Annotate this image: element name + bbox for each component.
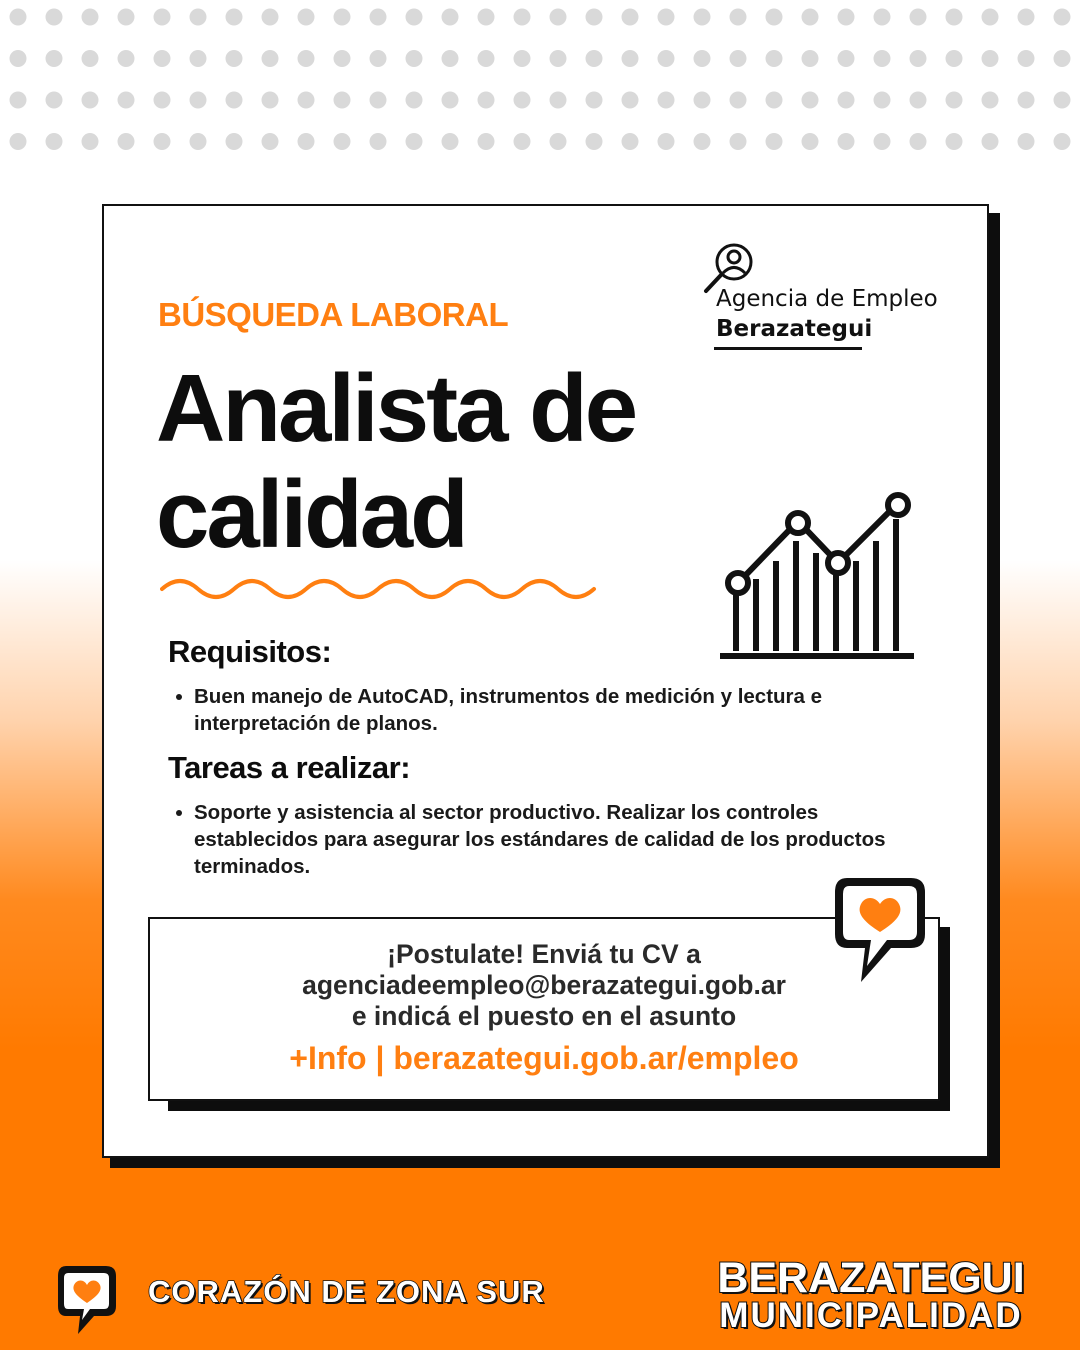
pattern-dot bbox=[370, 9, 387, 26]
rising-bar-chart-icon bbox=[716, 491, 916, 661]
footer-slogan: CORAZÓN DE ZONA SUR bbox=[148, 1274, 545, 1309]
pattern-dot bbox=[406, 133, 423, 150]
apply-subject-note: e indicá el puesto en el asunto bbox=[351, 1001, 737, 1031]
pattern-dot bbox=[802, 50, 819, 67]
apply-instruction: ¡Postulate! Enviá tu CV a bbox=[387, 939, 701, 969]
agency-name: Agencia de Empleo bbox=[716, 286, 938, 312]
pattern-dot bbox=[838, 50, 855, 67]
pattern-dot bbox=[586, 50, 603, 67]
pattern-dot bbox=[1018, 133, 1035, 150]
footer-heart-icon bbox=[56, 1264, 118, 1336]
pattern-dot bbox=[334, 9, 351, 26]
pattern-dot bbox=[946, 92, 963, 109]
pattern-dot bbox=[46, 133, 63, 150]
apply-email[interactable]: agenciadeempleo@berazategui.gob.ar bbox=[302, 970, 786, 1000]
pattern-dot bbox=[82, 133, 99, 150]
pattern-dot bbox=[262, 50, 279, 67]
pattern-dot bbox=[46, 50, 63, 67]
pattern-dot bbox=[910, 50, 927, 67]
pattern-dot bbox=[1018, 50, 1035, 67]
pattern-dot bbox=[226, 92, 243, 109]
pattern-dot bbox=[946, 50, 963, 67]
pattern-dot bbox=[118, 133, 135, 150]
pattern-dot bbox=[694, 9, 711, 26]
pattern-dot bbox=[118, 92, 135, 109]
pattern-dot bbox=[118, 9, 135, 26]
eyebrow-label: BÚSQUEDA LABORAL bbox=[158, 296, 509, 333]
pattern-dot bbox=[874, 92, 891, 109]
pattern-dot bbox=[442, 133, 459, 150]
pattern-dot bbox=[982, 50, 999, 67]
pattern-dot bbox=[406, 9, 423, 26]
pattern-dot bbox=[262, 92, 279, 109]
pattern-dot bbox=[334, 50, 351, 67]
requirements-heading: Requisitos: bbox=[168, 634, 332, 669]
pattern-dot bbox=[406, 50, 423, 67]
pattern-dot bbox=[226, 133, 243, 150]
pattern-dot bbox=[550, 92, 567, 109]
pattern-dot bbox=[550, 50, 567, 67]
requirement-item: Buen manejo de AutoCAD, instrumentos de medición y lectura e interpretación de planos. bbox=[194, 683, 894, 737]
pattern-dot bbox=[190, 50, 207, 67]
pattern-dot bbox=[226, 9, 243, 26]
pattern-dot bbox=[730, 133, 747, 150]
pattern-dot bbox=[370, 50, 387, 67]
pattern-dot bbox=[730, 92, 747, 109]
pattern-dot bbox=[1054, 133, 1071, 150]
heart-speech-bubble-icon bbox=[831, 874, 931, 986]
pattern-dot bbox=[586, 133, 603, 150]
job-title-line1: Analista de bbox=[156, 355, 636, 462]
job-title-line2: calidad bbox=[156, 461, 466, 568]
pattern-dot bbox=[874, 133, 891, 150]
pattern-dot bbox=[334, 133, 351, 150]
pattern-dot bbox=[550, 9, 567, 26]
pattern-dot bbox=[226, 50, 243, 67]
pattern-dot bbox=[478, 9, 495, 26]
municipality-logo bbox=[716, 1254, 1026, 1335]
pattern-dot bbox=[730, 50, 747, 67]
pattern-dot bbox=[766, 50, 783, 67]
pattern-dot bbox=[658, 50, 675, 67]
pattern-dot bbox=[442, 9, 459, 26]
pattern-dot bbox=[838, 9, 855, 26]
pattern-dot bbox=[478, 92, 495, 109]
pattern-dot bbox=[154, 133, 171, 150]
pattern-dot bbox=[658, 92, 675, 109]
pattern-dot bbox=[946, 9, 963, 26]
pattern-dot bbox=[874, 9, 891, 26]
pattern-dot bbox=[838, 92, 855, 109]
pattern-dot bbox=[910, 133, 927, 150]
pattern-dot bbox=[262, 9, 279, 26]
pattern-dot bbox=[514, 50, 531, 67]
brand-city: BERAZATEGUI bbox=[717, 1254, 1025, 1302]
job-card bbox=[102, 204, 989, 1158]
pattern-dot bbox=[298, 9, 315, 26]
pattern-dot bbox=[118, 50, 135, 67]
pattern-dot bbox=[766, 9, 783, 26]
pattern-dot bbox=[298, 50, 315, 67]
pattern-dot bbox=[190, 9, 207, 26]
pattern-dot bbox=[982, 9, 999, 26]
pattern-dot bbox=[1018, 9, 1035, 26]
pattern-dot bbox=[586, 92, 603, 109]
pattern-dot bbox=[694, 92, 711, 109]
pattern-dot bbox=[82, 50, 99, 67]
job-title bbox=[156, 356, 756, 568]
pattern-dot bbox=[658, 133, 675, 150]
agency-logo bbox=[702, 240, 952, 350]
pattern-dot bbox=[586, 9, 603, 26]
pattern-dot bbox=[766, 92, 783, 109]
apply-box bbox=[148, 917, 940, 1101]
pattern-dot bbox=[622, 133, 639, 150]
agency-underline bbox=[714, 347, 862, 350]
agency-city: Berazategui bbox=[716, 316, 873, 342]
pattern-dot bbox=[478, 133, 495, 150]
pattern-dot bbox=[1054, 50, 1071, 67]
pattern-dot bbox=[1054, 92, 1071, 109]
dot-pattern bbox=[0, 0, 1080, 170]
pattern-dot bbox=[514, 92, 531, 109]
pattern-dot bbox=[910, 92, 927, 109]
pattern-dot bbox=[622, 9, 639, 26]
pattern-dot bbox=[658, 9, 675, 26]
tasks-heading: Tareas a realizar: bbox=[168, 750, 411, 785]
pattern-dot bbox=[442, 92, 459, 109]
pattern-dot bbox=[694, 50, 711, 67]
pattern-dot bbox=[802, 133, 819, 150]
pattern-dot bbox=[802, 9, 819, 26]
pattern-dot bbox=[982, 133, 999, 150]
pattern-dot bbox=[946, 133, 963, 150]
pattern-dot bbox=[190, 92, 207, 109]
pattern-dot bbox=[550, 133, 567, 150]
pattern-dot bbox=[10, 50, 27, 67]
wavy-divider bbox=[160, 571, 600, 601]
pattern-dot bbox=[154, 50, 171, 67]
pattern-dot bbox=[1018, 92, 1035, 109]
pattern-dot bbox=[478, 50, 495, 67]
pattern-dot bbox=[82, 92, 99, 109]
pattern-dot bbox=[298, 133, 315, 150]
pattern-dot bbox=[82, 9, 99, 26]
pattern-dot bbox=[1054, 9, 1071, 26]
pattern-dot bbox=[514, 9, 531, 26]
pattern-dot bbox=[406, 92, 423, 109]
pattern-dot bbox=[622, 50, 639, 67]
pattern-dot bbox=[10, 92, 27, 109]
pattern-dot bbox=[190, 133, 207, 150]
pattern-dot bbox=[622, 92, 639, 109]
pattern-dot bbox=[10, 133, 27, 150]
pattern-dot bbox=[442, 50, 459, 67]
info-link[interactable]: +Info | berazategui.gob.ar/empleo bbox=[289, 1040, 799, 1076]
pattern-dot bbox=[10, 9, 27, 26]
pattern-dot bbox=[154, 92, 171, 109]
pattern-dot bbox=[154, 9, 171, 26]
pattern-dot bbox=[982, 92, 999, 109]
pattern-dot bbox=[766, 133, 783, 150]
pattern-dot bbox=[334, 92, 351, 109]
pattern-dot bbox=[298, 92, 315, 109]
pattern-dot bbox=[802, 92, 819, 109]
pattern-dot bbox=[514, 133, 531, 150]
brand-municipality: MUNICIPALIDAD bbox=[719, 1296, 1023, 1335]
pattern-dot bbox=[694, 133, 711, 150]
pattern-dot bbox=[838, 133, 855, 150]
pattern-dot bbox=[262, 133, 279, 150]
pattern-dot bbox=[370, 133, 387, 150]
pattern-dot bbox=[46, 92, 63, 109]
pattern-dot bbox=[730, 9, 747, 26]
pattern-dot bbox=[46, 9, 63, 26]
pattern-dot bbox=[874, 50, 891, 67]
pattern-dot bbox=[370, 92, 387, 109]
pattern-dot bbox=[910, 9, 927, 26]
task-item: Soporte y asistencia al sector productivo. Realizar los controles establecidos para asegurar los estándares de calidad de los productos terminados. bbox=[194, 799, 894, 880]
